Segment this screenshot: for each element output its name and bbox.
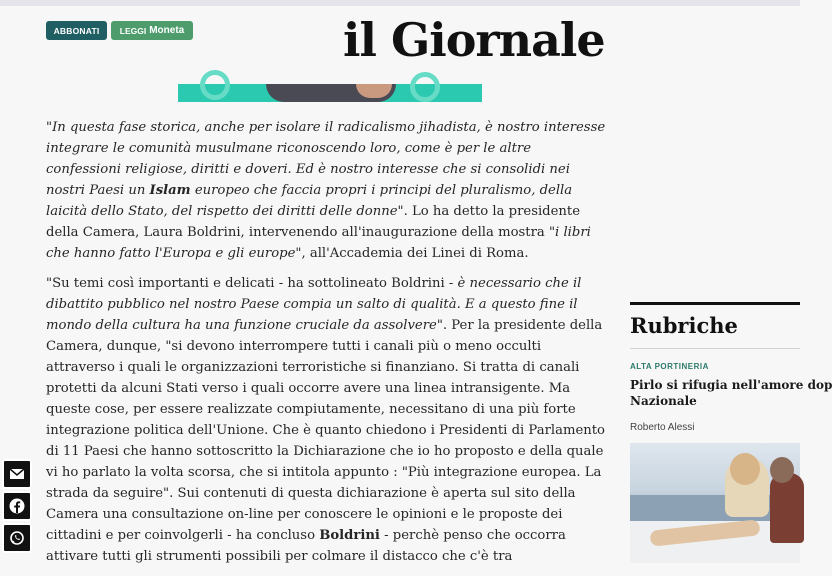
headline-line-1: Pirlo si rifugia nell'amore dop [630,378,832,392]
subscribe-button[interactable] [46,21,107,40]
read-prefix: LEGGI [119,25,147,36]
article-paragraph-1: "In questa fase storica, anche per isolare il radicalismo jihadista, è nostro interesse integrare le comunità musulmane riconoscendo loro, come è per le altre confessioni religiose, diritti e doveri. Ed è nostro interesse che si consolidi nei nostri Paesi un Islam europeo che faccia propri i principi del pluralismo, della laicità dello Stato, del rispetto dei diritti delle donne". Lo ha detto la presidente della Camera, Laura Boldrini, intervenendo all'inaugurazione della mostra "i libri che hanno fatto l'Europa e gli europe", all'Accademia dei Linei di Roma. [46,120,606,261]
email-icon [9,466,25,482]
keyword-boldrini: Boldrini [319,528,380,543]
author-name: Roberto Alessi [630,422,695,433]
article-headline[interactable] [630,377,832,409]
keyword-islam: Islam [149,183,191,198]
article-body [46,117,608,576]
rubriche-sidebar [630,302,832,554]
whatsapp-icon [9,530,25,546]
section-title: Rubriche [630,313,738,338]
site-logo[interactable]: il Giornale [343,13,605,67]
whatsapp-share-button[interactable] [2,523,32,553]
section-rule [630,302,800,305]
share-bar [0,457,34,554]
email-share-button[interactable] [2,459,32,489]
article-thumbnail[interactable] [630,443,800,563]
facebook-icon [9,498,25,514]
article-paragraph-2: "Su temi così importanti e delicati - ha sottolineato Boldrini - è necessario che il dibattito pubblico nel nostro Paese compia un salto di qualità. E a questo fine il mondo della cultura ha una funzione cruciale da assolvere". Per la presidente della Camera, dunque, "si devono interrompere tutti i canali più o meno occulti attraverso i quali le organizzazioni terroristiche si finanziano. Si tratta di canali protetti da alcuni Stati verso i quali occorre avere una linea intransigente. Ma queste cose, per essere realizzate compiutamente, necessitano di una più forte integrazione politica dell'Unione. Che è quanto chiedono i Presidenti di Parlamento di 11 Paesi che hanno sottoscritto la Dichiarazione che io ho proposto e della quale vi ho parlato la volta scorsa, che si intitola appunto : "Più integrazione europea. La strada da seguire". Sui contenuti di questa dichiarazione è aperta sul sito della Camera una consultazione on-line per conoscere le opinioni e le proposte dei cittadini e per coinvolgerli - ha concluso Boldrini - perchè penso che occorra attivare tutti gli strumenti possibili per colmare il distacco che c'è tra [46,276,605,564]
top-strip [0,0,800,6]
hero-image [178,84,482,102]
subscribe-label: ABBONATI [53,25,100,36]
read-moneta-button[interactable] [111,21,193,40]
headline-line-2: Nazionale [630,394,697,408]
moneta-brand: Moneta [149,25,185,36]
section-divider [630,348,800,349]
category-link[interactable]: ALTA PORTINERIA [630,362,709,371]
facebook-share-button[interactable] [2,491,32,521]
